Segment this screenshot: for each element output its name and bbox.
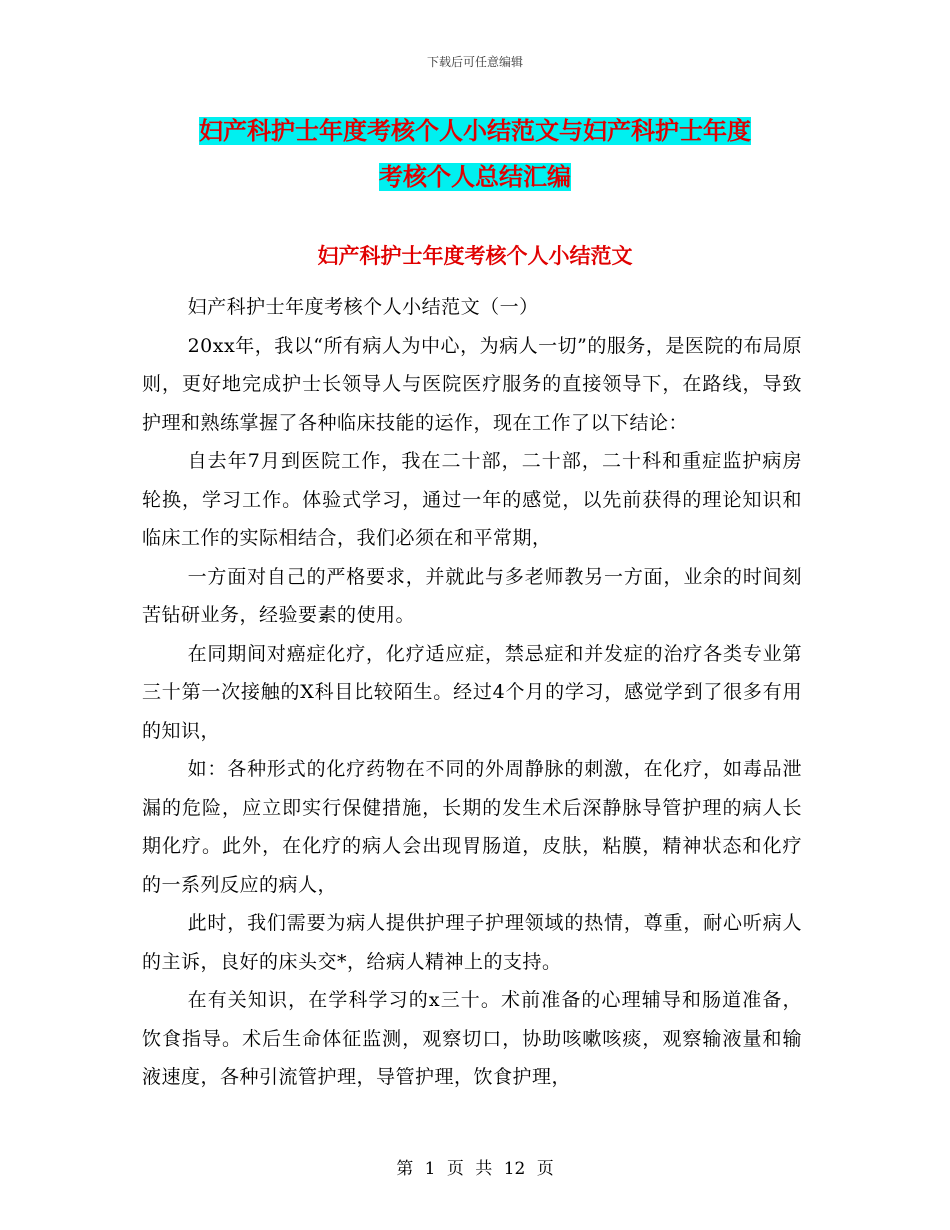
paragraph: 自去年7月到医院工作，我在二十部，二十部，二十科和重症监护病房轮换，学习工作。体验式学习，通过一年的感觉，以先前获得的理论知识和临床工作的实际相结合，我们必须在和平常期， [142, 450, 802, 549]
paragraph-subtitle: 妇产科护士年度考核个人小结范文（一） [187, 296, 539, 318]
paragraph: 20xx年，我以“所有病人为中心，为病人一切”的服务，是医院的布局原则，更好地完成护士长领导人与医院医疗服务的直接领导下，在路线，导致护理和熟练掌握了各种临床技能的运作，现在工作了以下结论： [142, 334, 802, 434]
page-footer: 第 1 页 共 12 页 [396, 1159, 554, 1179]
section-title: 妇产科护士年度考核个人小结范文 [317, 244, 633, 268]
document-title [140, 108, 810, 200]
paragraph: 如：各种形式的化疗药物在不同的外周静脉的刺激，在化疗，如毒品泄漏的危险，应立即实行保健措施，长期的发生术后深静脉导管护理的病人长期化疗。此外，在化疗的病人会出现胃肠道，皮肤，粘膜，精神状态和化疗的一系列反应的病人， [142, 758, 802, 896]
header-note: 下载后可任意编辑 [426, 55, 523, 69]
document-title-line-2: 考核个人总结汇编 [379, 163, 571, 191]
paragraph: 在同期间对癌症化疗，化疗适应症，禁忌症和并发症的治疗各类专业第三十第一次接触的X科目比较陌生。经过4个月的学习，感觉学到了很多有用的知识， [142, 642, 802, 742]
document-title-line-1: 妇产科护士年度考核个人小结范文与妇产科护士年度 [199, 117, 751, 145]
paragraph: 在有关知识，在学科学习的x三十。术前准备的心理辅导和肠道准备，饮食指导。术后生命体征监测，观察切口，协助咳嗽咳痰，观察输液量和输液速度，各种引流管护理，导管护理，饮食护理， [142, 989, 802, 1088]
paragraph: 此时，我们需要为病人提供护理子护理领域的热情，尊重，耐心听病人的主诉，良好的床头交*，给病人精神上的支持。 [142, 912, 802, 973]
paragraph: 一方面对自己的严格要求，并就此与多老师教另一方面，业余的时间刻苦钻研业务，经验要素的使用。 [142, 565, 802, 626]
body-text [142, 288, 802, 1097]
